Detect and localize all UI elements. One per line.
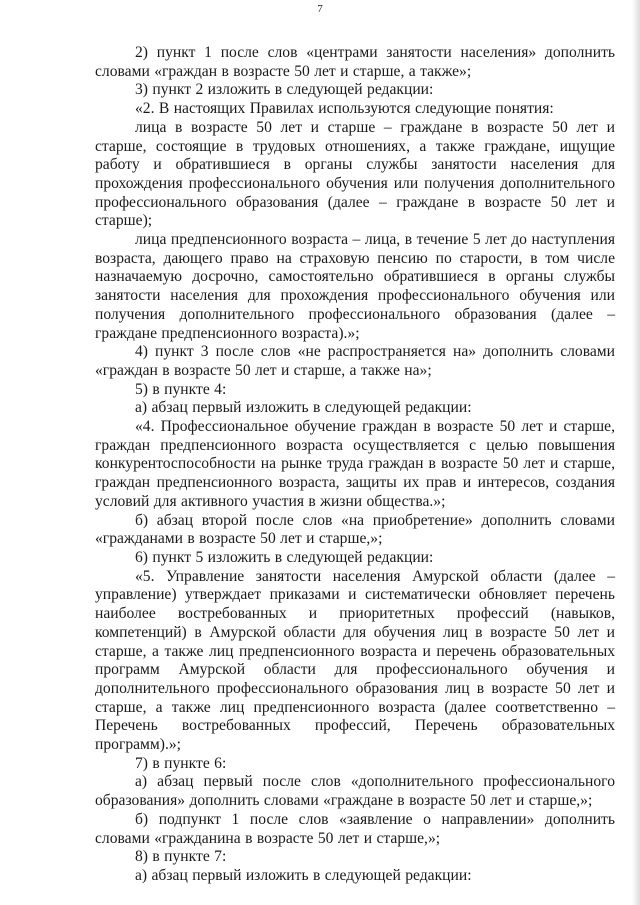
paragraph: б) абзац второй после слов «на приобретение» дополнить словами «гражданами в возрасте 50 лет и старше,»;: [95, 511, 615, 548]
paragraph: лица предпенсионного возраста – лица, в течение 5 лет до наступления возраста, дающего право на страховую пенсию по старости, в том числе назначаемую досрочно, самостоятельно обратившиеся в органы службы занятости населения для прохождения профессионального обучения или получения дополнительного профессионального образования (далее – граждане предпенсионного возраста).»;: [95, 231, 615, 342]
document-body: [95, 44, 615, 886]
paragraph: лица в возрасте 50 лет и старше – граждане в возрасте 50 лет и старше, состоящие в трудовых отношениях, а также граждане, ищущие работу и обратившиеся в органы службы занятости населения для прохождения профессионального обучения или получения дополнительного профессионального образования (далее – граждане в возрасте 50 лет и старше);: [95, 118, 615, 230]
paragraph: 3) пункт 2 изложить в следующей редакции:: [135, 81, 434, 99]
paragraph: а) абзац первый изложить в следующей редакции:: [135, 399, 472, 417]
paragraph: 6) пункт 5 изложить в следующей редакции:: [135, 548, 434, 566]
paragraph: 5) в пункте 4:: [135, 380, 227, 398]
paragraph: а) абзац первый изложить в следующей редакции:: [135, 866, 472, 884]
paragraph: 4) пункт 3 после слов «не распространяется на» дополнить словами «граждан в возрасте 50 лет и старше, а также на»;: [95, 343, 615, 379]
page-number: 7: [317, 3, 323, 15]
paragraph: «2. В настоящих Правилах используются следующие понятия:: [135, 100, 554, 118]
paragraph: 8) в пункте 7:: [135, 848, 227, 866]
paragraph: «5. Управление занятости населения Амурской области (далее – управление) утверждает приказами и систематически обновляет перечень наиболее востребованных и приоритетных профессий (навыков, компетенций) в Амурской области для обучения лиц в возрасте 50 лет и старше, а также лиц предпенсионного возраста и перечень образовательных программ Амурской области для профессионального обучения и дополнительного профессионального образования лиц в возрасте 50 лет и старше, а также лиц предпенсионного возраста (далее соответственно – Перечень востребованных профессий, Перечень образовательных программ).»;: [95, 567, 615, 754]
page-edge-shadow: [632, 0, 640, 905]
paragraph: а) абзац первый после слов «дополнительного профессионального образования» дополнить словами «граждане в возрасте 50 лет и старше,»;: [95, 773, 615, 810]
paragraph: 2) пункт 1 после слов «центрами занятости населения» дополнить словами «граждан в возрасте 50 лет и старше, а также»;: [95, 44, 615, 80]
paragraph: б) подпункт 1 после слов «заявление о направлении» дополнить словами «гражданина в возрасте 50 лет и старше,»;: [95, 810, 615, 847]
paragraph: «4. Профессиональное обучение граждан в возрасте 50 лет и старше, граждан предпенсионного возраста осуществляется с целью повышения конкурентоспособности на рынке труда граждан в возрасте 50 лет и старше, граждан предпенсионного возраста, защиты их прав и интересов, создания условий для активного участия в жизни общества.»;: [95, 418, 615, 510]
paragraph: 7) в пункте 6:: [135, 754, 227, 772]
